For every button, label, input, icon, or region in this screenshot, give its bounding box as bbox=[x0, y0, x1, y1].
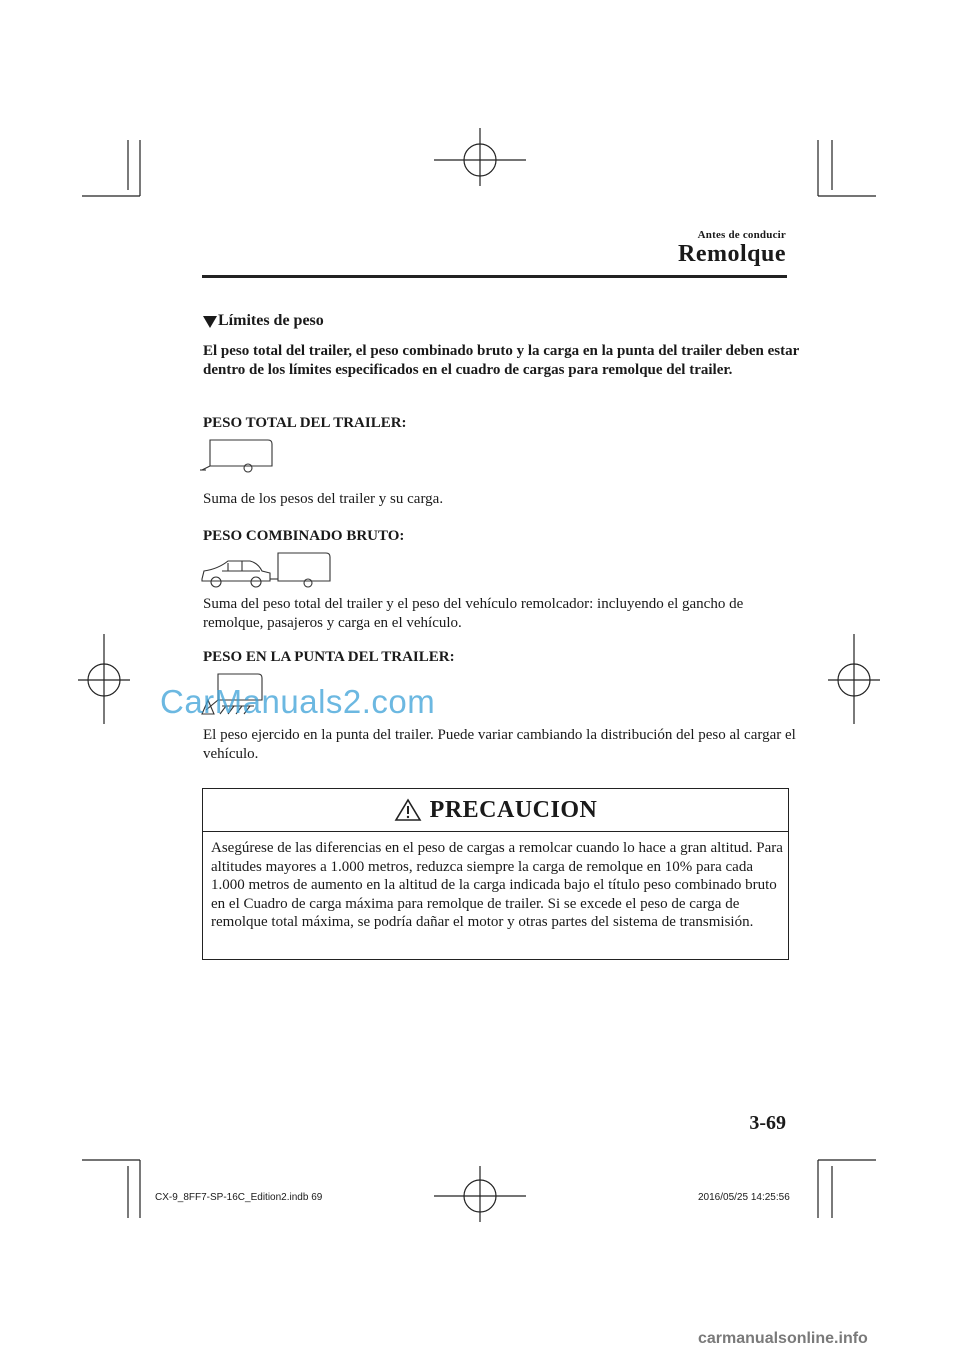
item-heading-gross-combined: PESO COMBINADO BRUTO: bbox=[203, 528, 405, 544]
page-title: Remolque bbox=[678, 241, 786, 267]
header-rule bbox=[202, 275, 787, 278]
item-heading-trailer-weight: PESO TOTAL DEL TRAILER: bbox=[203, 415, 407, 431]
caution-box bbox=[202, 788, 789, 960]
footer-timestamp: 2016/05/25 14:25:56 bbox=[698, 1192, 790, 1203]
item-description-gross-combined: Suma del peso total del trailer y el peso del vehículo remolcador: incluyendo el gancho de remolque, pasajeros y carga en el vehículo. bbox=[203, 596, 744, 631]
item-description-trailer-weight: Suma de los pesos del trailer y su carga. bbox=[203, 491, 444, 507]
watermark: CarManuals2.com bbox=[160, 683, 436, 720]
footer-file: CX-9_8FF7-SP-16C_Edition2.indb 69 bbox=[155, 1192, 323, 1203]
caution-text: Asegúrese de las diferencias en el peso de cargas a remolcar cuando lo hace a gran altitud. Para altitudes mayores a 1.000 metros, reduzca siempre la carga de remolque en 10% para cada 1.000 metros de aumento en la altitud de la carga indicada bajo el título peso combinado bruto en el Cuadro de carga máxima para remolque de trailer. Si se excede el peso de carga de remolque total máxima, se podría dañar el motor y otras partes del sistema de transmisión. bbox=[211, 840, 783, 930]
item-description-tongue-weight: El peso ejercido en la punta del trailer. Puede variar cambiando la distribución del peso al cargar el vehículo. bbox=[203, 727, 796, 762]
header-section: Antes de conducir bbox=[697, 229, 786, 241]
page-number: 3-69 bbox=[749, 1112, 786, 1134]
car-with-trailer-icon bbox=[198, 549, 334, 593]
caution-header bbox=[203, 789, 788, 832]
item-heading-tongue-weight: PESO EN LA PUNTA DEL TRAILER: bbox=[203, 649, 455, 665]
section-marker-icon bbox=[203, 316, 217, 328]
warning-triangle-icon bbox=[394, 798, 422, 822]
intro-paragraph: El peso total del trailer, el peso combinado bruto y la carga en la punta del trailer deben estar dentro de los límites especificados en el cuadro de cargas para remolque del trailer. bbox=[203, 343, 799, 378]
section-title: Límites de peso bbox=[218, 312, 324, 329]
trailer-icon bbox=[198, 436, 280, 476]
caution-title: PRECAUCION bbox=[429, 796, 598, 823]
footer-site: carmanualsonline.info bbox=[698, 1330, 868, 1347]
